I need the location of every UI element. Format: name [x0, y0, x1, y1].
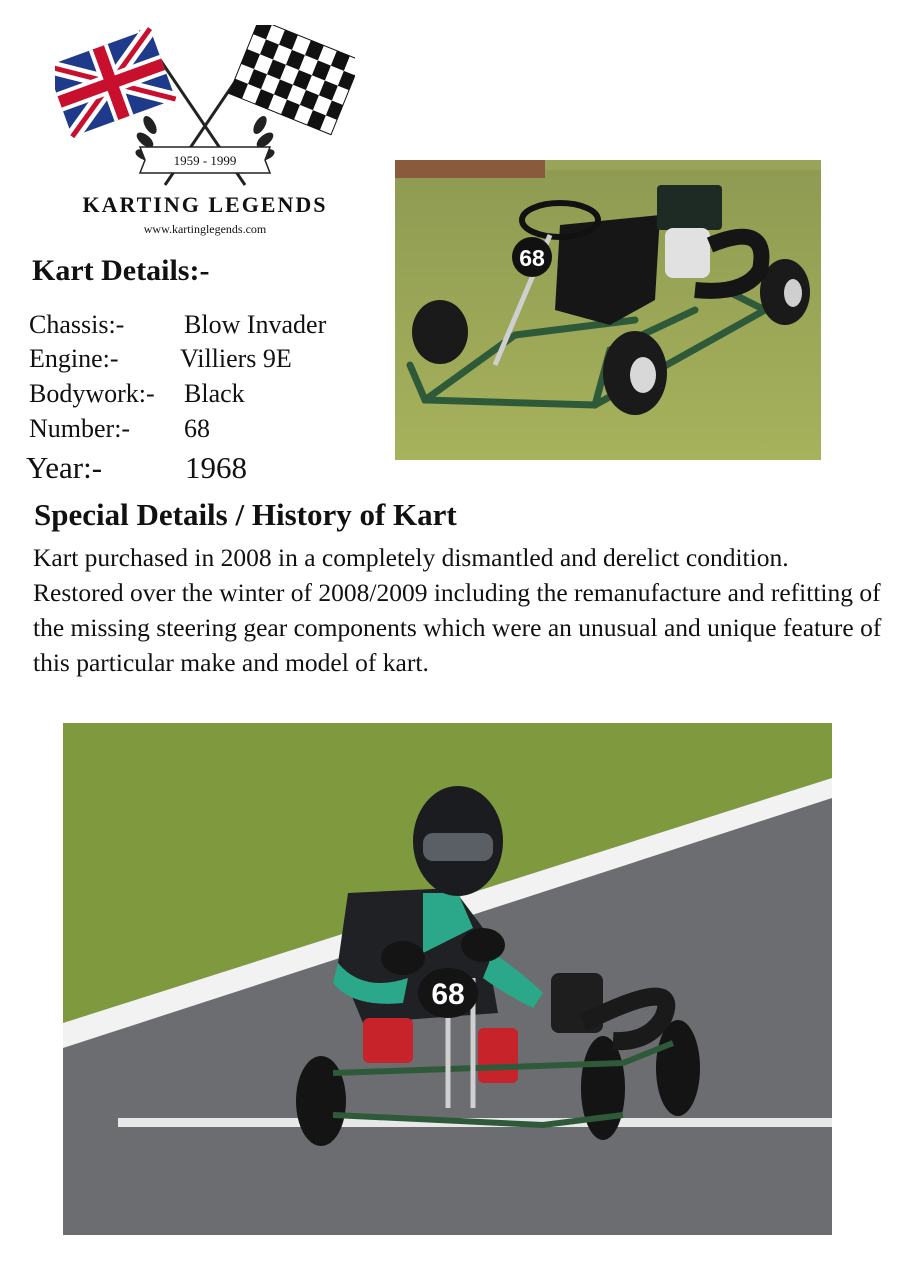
- logo-url: www.kartinglegends.com: [143, 222, 267, 236]
- spec-row-bodywork: [29, 379, 245, 409]
- spec-row-year: [26, 450, 247, 485]
- spec-label: Number:-: [29, 414, 131, 443]
- spec-value: 68: [184, 414, 210, 443]
- kart-photo-racing: [63, 723, 832, 1235]
- spec-label: Chassis:-: [29, 310, 125, 339]
- spec-value: Villiers 9E: [180, 344, 292, 373]
- history-paragraph: Kart purchased in 2008 in a completely dismantled and derelict condition. Restored over the winter of 2008/2009 including the remanufacture and refitting of the missing steering gear components which were an unusual and unique feature of this particular make and model of kart.: [33, 543, 882, 677]
- spec-row-chassis: [29, 310, 327, 340]
- spec-label: Bodywork:-: [29, 379, 155, 408]
- kart-number-plate: 68: [431, 978, 465, 1011]
- union-jack-flag-icon: [55, 29, 176, 137]
- history-heading: Special Details / History of Kart: [34, 497, 457, 532]
- logo-years: 1959 - 1999: [173, 153, 237, 168]
- spec-label: Year:-: [26, 450, 103, 485]
- checkered-flag-icon: [229, 25, 355, 135]
- spec-label: Engine:-: [29, 344, 119, 373]
- spec-value: Blow Invader: [184, 310, 327, 339]
- spec-row-engine: [29, 344, 292, 374]
- kart-number-plate: 68: [519, 245, 545, 271]
- kart-photo-static: [395, 160, 821, 460]
- spec-value: Black: [184, 379, 245, 408]
- logo-title: KARTING LEGENDS: [82, 192, 328, 217]
- spec-row-number: [29, 414, 210, 444]
- kart-details-heading: Kart Details:-: [32, 254, 210, 287]
- spec-value: 1968: [185, 450, 247, 485]
